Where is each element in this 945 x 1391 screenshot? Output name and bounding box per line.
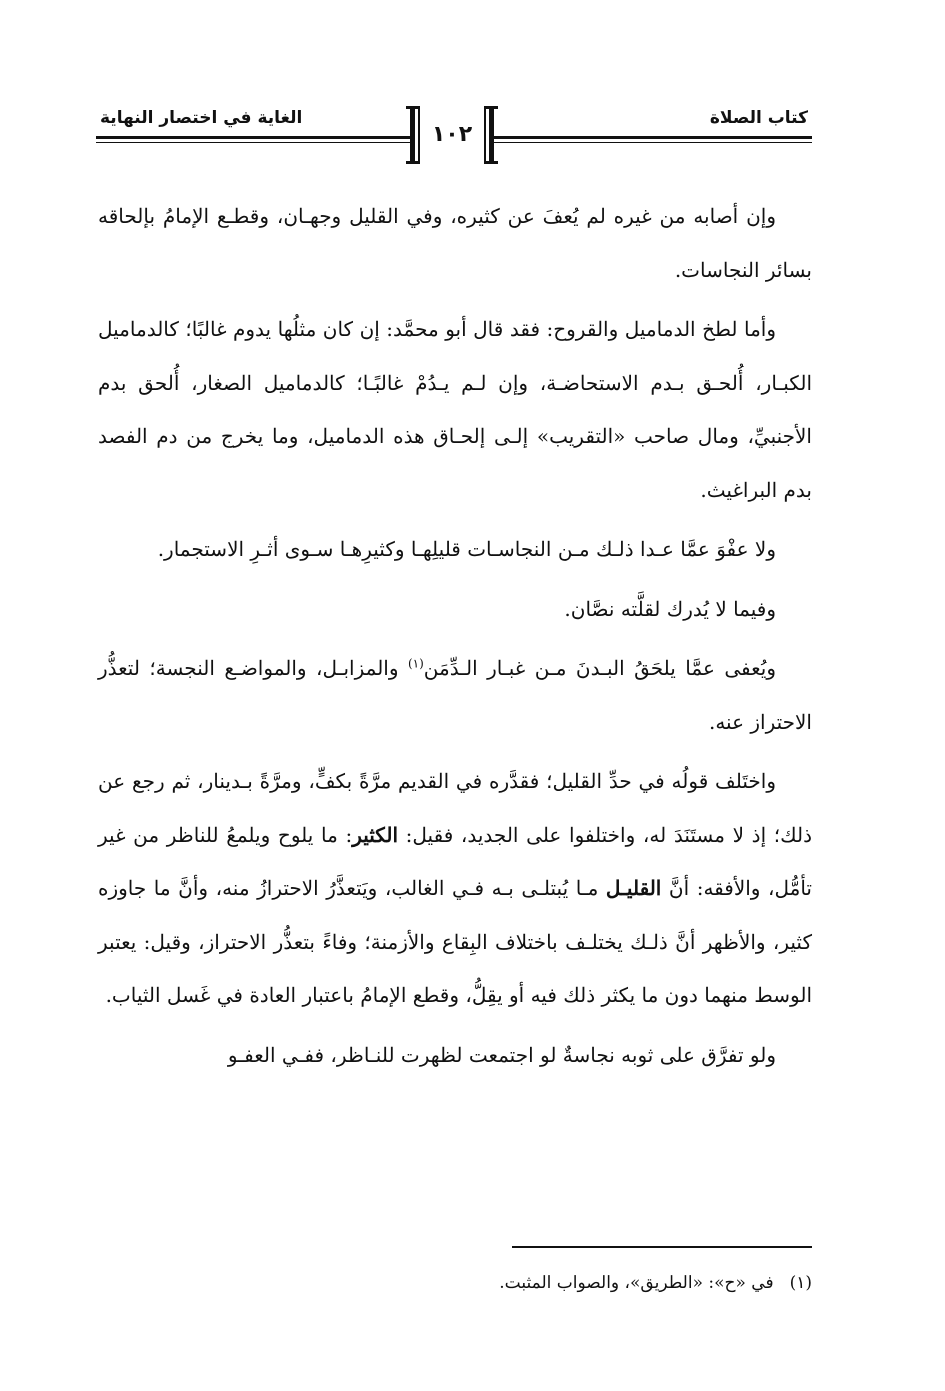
paragraph-5-part-b: والمزابـل، والمواضـع النجسة؛ لتعذُّر الاحتراز عنه.	[98, 656, 812, 734]
paragraph-5	[98, 642, 812, 749]
running-header	[96, 96, 812, 172]
paragraph-1: وإن أصابه من غيره لم يُعفَ عن كثيره، وفي القليل وجهـان، وقطـع الإمامُ بإلحاقه بسائر النجاسات.	[98, 204, 812, 282]
frame-bar	[489, 106, 494, 164]
frame-cap	[484, 161, 498, 164]
paragraph-6-part-c: مـا يُبتلـى بـه فـي الغالب، ويَتعذَّرُ الاحترازُ منه، وأنَّ ما جاوزه كثير، والأظهر أنَّ ذلـك يختلـف باختلاف البِقاع والأزمنة؛ وفاءً بتعذُّر الاحتراز، وقيل: يعتبر الوسط منهما دون ما يكثر ذلك فيه أو يقِلُّ، وقطع الإمامُ باعتبار العادة في غَسل الثياب.	[98, 876, 812, 1007]
main-text	[98, 190, 812, 1082]
frame-bar	[410, 106, 415, 164]
frame-cap	[406, 161, 420, 164]
footnote-separator	[512, 1246, 812, 1248]
paragraph-2: وأما لطخ الدماميل والقروح: فقد قال أبو محمَّد: إن كان مثلُها يدوم غالبًا؛ كالدماميل الكبـار، أُلحـق بـدم الاستحاضـة، وإن لـم يـدُمْ غالبًـا؛ كالدماميل الصغار، أُلحق بدم الأجنبيِّ، ومال صاحب «التقريب» إلـى إلحـاق هذه الدماميل، وما يخرج من دم الفصد بدم البراغيث.	[98, 317, 812, 502]
book-title: الغاية في اختصار النهاية	[100, 108, 303, 128]
term-kathir: الكثير	[352, 822, 399, 847]
frame-cap	[406, 106, 420, 109]
page-number: ١٠٢	[431, 122, 473, 147]
frame-bar	[418, 106, 420, 164]
footnote-1	[300, 1268, 812, 1298]
paragraph-3: ولا عفْوَ عمَّا عـدا ذلـك مـن النجاسـات قليلِهـا وكثيرِهـا سـوى أثـرِ الاستجمار.	[157, 537, 776, 561]
paragraph-7: ولو تفرَّق على ثوبه نجاسةٌ لو اجتمعت لظهرت للنـاظر، ففـي العفـو	[227, 1042, 776, 1067]
footnote-reference[interactable]: (١)	[407, 656, 424, 671]
paragraph-6-part-b: : ما يلوح ويلمعُ للناظر من غير تأمُّل، والأفقه: أنَّ	[98, 822, 812, 900]
footnote-text: في «ح»: «الطريق»، والصواب المثبت.	[499, 1273, 774, 1293]
term-qalil: القليـل	[605, 876, 662, 900]
frame-bar	[484, 106, 486, 164]
paragraph-4: وفيما لا يُدرك لقلَّته نصَّان.	[564, 596, 776, 621]
chapter-title: كتاب الصلاة	[709, 108, 808, 128]
paragraph-6-part-a: واختَلف قولُه في حدِّ القليل؛ فقدَّره في القديم مرَّةً بكفٍّ، ومرَّةً بـدينار، ثم رجع عن ذلك؛ إذ لا مستَنَدَ له، واختلفوا على الجديد، فقيل:	[98, 769, 812, 847]
paragraph-6	[98, 755, 812, 1023]
footnote-number: (١)	[789, 1273, 812, 1293]
paragraph-5-part-a: ويُعفى عمَّا يلحَقُ البـدنَ مـن غبـار الـدِّمَن	[423, 656, 776, 680]
frame-cap	[484, 106, 498, 109]
page-number-frame	[410, 106, 494, 164]
